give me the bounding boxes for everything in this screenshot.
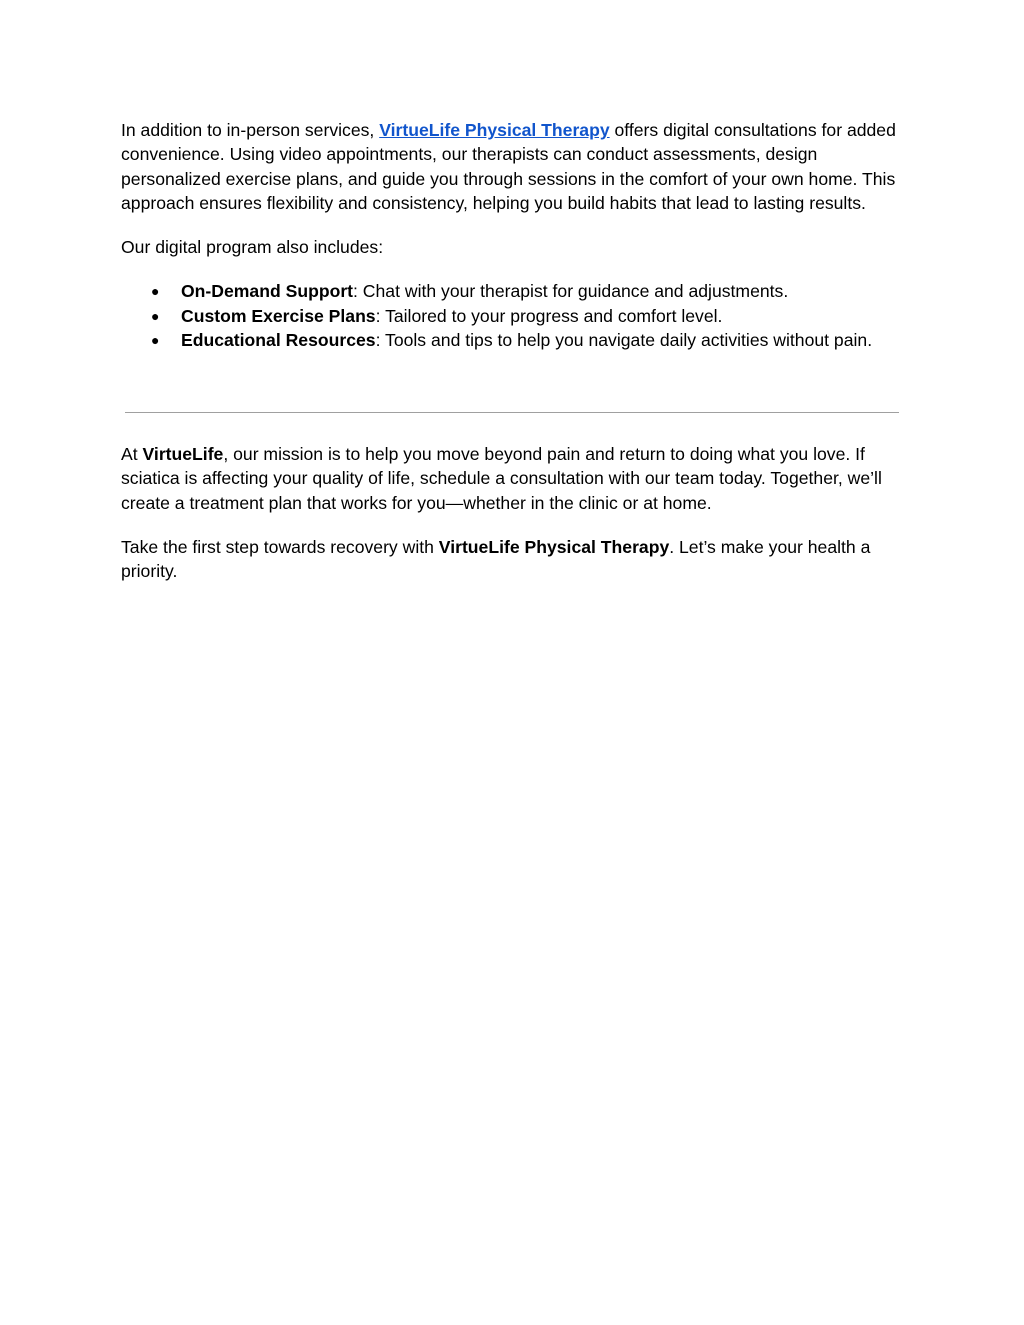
feature-title: Custom Exercise Plans	[181, 305, 376, 326]
document-body-lower	[121, 442, 911, 583]
closing-text-end: . Let’s make your health a priority.	[121, 536, 871, 582]
bullet-icon: ●	[151, 332, 160, 349]
list-item	[121, 279, 911, 303]
feature-title: Educational Resources	[181, 330, 376, 351]
intro-text-start: In addition to in-person services,	[121, 120, 380, 140]
closing-text-start: Take the first step towards recovery with	[121, 536, 439, 557]
bullet-icon: ●	[151, 307, 160, 324]
intro-text-end: offers digital consultations for added convenience. Using video appointments, our therapists can conduct assessments, design personalized exercise plans, and guide you through sessions in the comfort of your own home. This approach ensures flexibility and consistency, helping you build habits that lead to lasting results.	[121, 120, 896, 213]
closing-paragraph	[121, 535, 911, 584]
list-item	[121, 328, 911, 352]
intro-paragraph	[121, 118, 911, 215]
document-body-upper	[121, 118, 911, 352]
feature-text: : Tailored to your progress and comfort level.	[375, 305, 723, 326]
virtuelife-link[interactable]: VirtueLife Physical Therapy	[379, 120, 610, 140]
program-intro: Our digital program also includes:	[121, 237, 384, 258]
list-item	[121, 304, 911, 328]
horizontal-divider	[125, 412, 899, 413]
bullet-icon: ●	[151, 283, 160, 300]
mission-brand: VirtueLife	[142, 444, 224, 464]
feature-title: On-Demand Support	[181, 281, 354, 302]
mission-text-start: At	[121, 444, 143, 464]
mission-paragraph	[121, 442, 911, 515]
feature-list	[121, 279, 911, 352]
closing-brand: VirtueLife Physical Therapy	[438, 536, 670, 557]
feature-text: : Tools and tips to help you navigate daily activities without pain.	[375, 330, 873, 351]
mission-text-end: , our mission is to help you move beyond pain and return to doing what you love. If sciatica is affecting your quality of life, schedule a consultation with our team today. Together, we’ll create a treatment plan that works for you—whether in the clinic or at home.	[121, 444, 882, 513]
feature-text: : Chat with your therapist for guidance and adjustments.	[353, 281, 789, 302]
